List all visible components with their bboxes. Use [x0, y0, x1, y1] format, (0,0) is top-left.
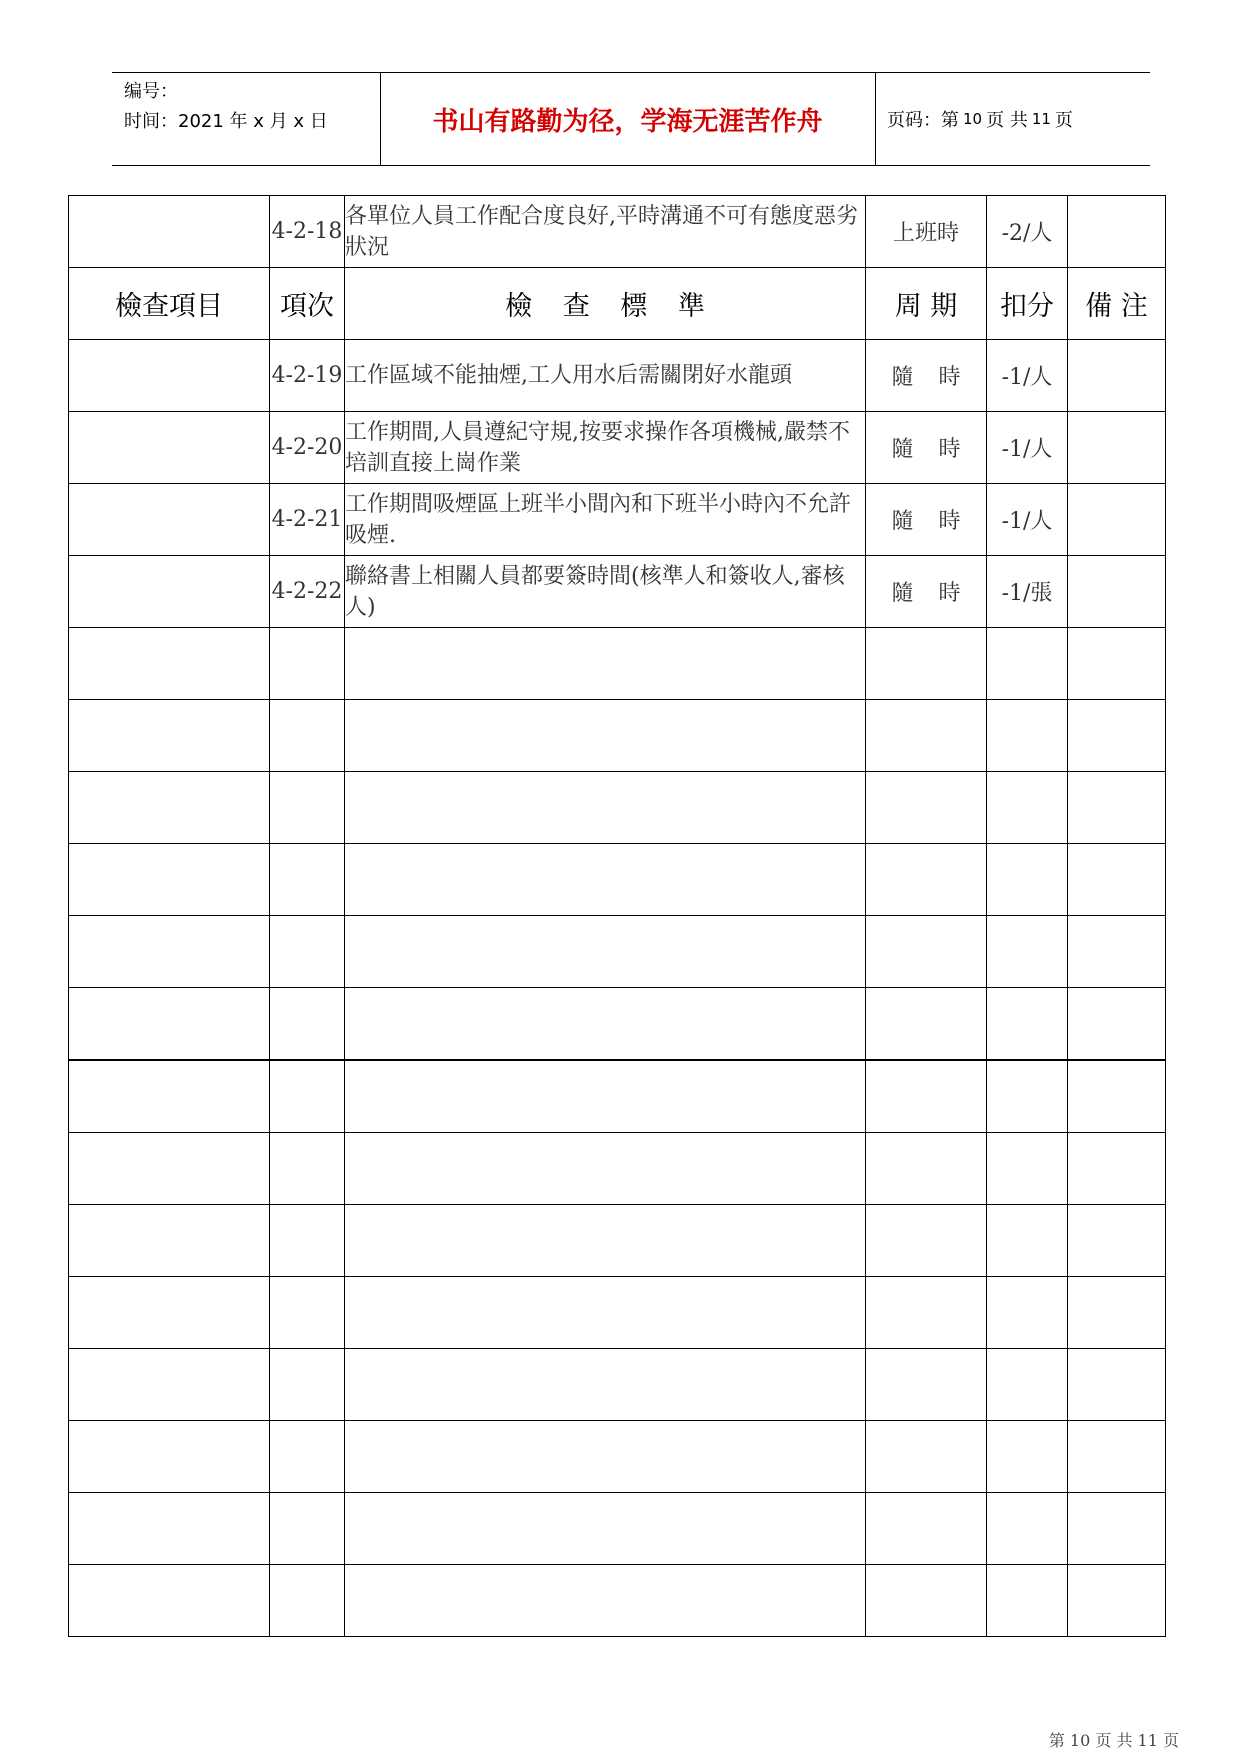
item-deduction: -1/人	[987, 484, 1068, 556]
empty-cell	[866, 1565, 987, 1637]
inspection-table	[68, 195, 1166, 1637]
item-code: 4-2-21	[270, 484, 345, 556]
empty-cell	[69, 1277, 270, 1349]
empty-cell	[1068, 988, 1166, 1061]
empty-cell	[987, 628, 1068, 700]
empty-table-row	[69, 628, 1166, 700]
empty-cell	[270, 988, 345, 1061]
item-cell	[69, 412, 270, 484]
empty-table-row	[69, 1205, 1166, 1277]
empty-cell	[345, 700, 866, 772]
item-deduction: -2/人	[987, 196, 1068, 268]
empty-cell	[987, 772, 1068, 844]
item-code: 4-2-20	[270, 412, 345, 484]
empty-cell	[69, 1205, 270, 1277]
empty-cell	[866, 844, 987, 916]
document-number-label: 编号：	[124, 81, 178, 102]
empty-cell	[345, 1349, 866, 1421]
column-header-no: 項次	[270, 268, 345, 340]
empty-cell	[69, 988, 270, 1061]
empty-cell	[866, 1205, 987, 1277]
empty-cell	[1068, 844, 1166, 916]
empty-cell	[69, 1060, 270, 1133]
empty-cell	[866, 628, 987, 700]
empty-table-row	[69, 916, 1166, 988]
table-row	[69, 556, 1166, 628]
empty-cell	[987, 1133, 1068, 1205]
empty-cell	[987, 700, 1068, 772]
empty-cell	[987, 916, 1068, 988]
empty-cell	[866, 700, 987, 772]
empty-cell	[1068, 628, 1166, 700]
empty-cell	[1068, 1205, 1166, 1277]
empty-cell	[1068, 916, 1166, 988]
empty-cell	[270, 1205, 345, 1277]
empty-cell	[345, 844, 866, 916]
item-cell	[69, 340, 270, 412]
empty-cell	[987, 1349, 1068, 1421]
table-row	[69, 484, 1166, 556]
empty-table-row	[69, 988, 1166, 1061]
empty-cell	[345, 628, 866, 700]
empty-cell	[1068, 1421, 1166, 1493]
empty-cell	[1068, 1277, 1166, 1349]
empty-cell	[69, 1421, 270, 1493]
item-cell	[69, 196, 270, 268]
empty-cell	[866, 1133, 987, 1205]
column-header-period: 周 期	[866, 268, 987, 340]
empty-cell	[270, 1421, 345, 1493]
empty-cell	[345, 772, 866, 844]
item-period: 隨 時	[866, 412, 987, 484]
empty-cell	[866, 772, 987, 844]
item-period: 上班時	[866, 196, 987, 268]
document-date: 时间：2021 年 x 月 x 日	[124, 111, 328, 132]
empty-cell	[987, 1205, 1068, 1277]
empty-cell	[987, 1060, 1068, 1133]
item-period: 隨 時	[866, 556, 987, 628]
item-note	[1068, 484, 1166, 556]
empty-table-row	[69, 1277, 1166, 1349]
item-period: 隨 時	[866, 340, 987, 412]
item-note	[1068, 556, 1166, 628]
page-number: 10	[963, 110, 983, 128]
empty-cell	[345, 1493, 866, 1565]
empty-table-row	[69, 1133, 1166, 1205]
column-header-note: 備 注	[1068, 268, 1166, 340]
empty-cell	[345, 916, 866, 988]
item-standard: 工作期間,人員遵紀守規,按要求操作各項機械,嚴禁不培訓直接上崗作業	[345, 412, 866, 484]
empty-cell	[345, 1421, 866, 1493]
empty-cell	[69, 628, 270, 700]
empty-cell	[866, 1060, 987, 1133]
empty-cell	[1068, 1349, 1166, 1421]
column-header-deduction: 扣分	[987, 268, 1068, 340]
empty-cell	[69, 1565, 270, 1637]
empty-cell	[270, 1349, 345, 1421]
header-meta	[124, 73, 378, 169]
item-standard: 各單位人員工作配合度良好,平時溝通不可有態度惡劣狀況	[345, 196, 866, 268]
empty-cell	[270, 700, 345, 772]
empty-cell	[270, 1277, 345, 1349]
empty-table-row	[69, 1349, 1166, 1421]
empty-cell	[866, 1493, 987, 1565]
item-note	[1068, 340, 1166, 412]
empty-cell	[345, 988, 866, 1061]
page-end-label: 页	[1054, 110, 1073, 131]
empty-cell	[270, 1060, 345, 1133]
empty-cell	[345, 1133, 866, 1205]
empty-cell	[69, 844, 270, 916]
empty-table-row	[69, 772, 1166, 844]
empty-cell	[69, 700, 270, 772]
table-row	[69, 412, 1166, 484]
item-standard: 工作期間吸煙區上班半小間內和下班半小時內不允許吸煙.	[345, 484, 866, 556]
empty-cell	[69, 1133, 270, 1205]
empty-cell	[270, 916, 345, 988]
empty-cell	[345, 1565, 866, 1637]
empty-cell	[987, 1421, 1068, 1493]
empty-table-row	[69, 1421, 1166, 1493]
empty-cell	[345, 1060, 866, 1133]
item-deduction: -1/張	[987, 556, 1068, 628]
item-note	[1068, 196, 1166, 268]
empty-cell	[987, 1277, 1068, 1349]
empty-cell	[69, 772, 270, 844]
empty-table-row	[69, 1060, 1166, 1133]
empty-cell	[270, 1133, 345, 1205]
empty-cell	[345, 1205, 866, 1277]
page-header	[112, 72, 1150, 166]
empty-cell	[866, 1421, 987, 1493]
table-header-row	[69, 268, 1166, 340]
empty-cell	[1068, 772, 1166, 844]
column-header-item: 檢查項目	[69, 268, 270, 340]
empty-cell	[1068, 1565, 1166, 1637]
page-mid-label: 页 共	[986, 110, 1028, 131]
item-period: 隨 時	[866, 484, 987, 556]
empty-table-row	[69, 1565, 1166, 1637]
empty-cell	[69, 1493, 270, 1565]
empty-cell	[270, 772, 345, 844]
empty-cell	[69, 1349, 270, 1421]
empty-cell	[270, 1493, 345, 1565]
table-row	[69, 196, 1166, 268]
item-deduction: -1/人	[987, 412, 1068, 484]
table-row	[69, 340, 1166, 412]
page-total: 11	[1031, 110, 1051, 128]
empty-cell	[270, 628, 345, 700]
item-standard: 聯絡書上相關人員都要簽時間(核準人和簽收人,審核人)	[345, 556, 866, 628]
item-standard: 工作區域不能抽煙,工人用水后需關閉好水龍頭	[345, 340, 866, 412]
page-footer: 第 10 页 共 11 页	[1048, 1731, 1179, 1750]
empty-cell	[987, 1565, 1068, 1637]
empty-cell	[69, 916, 270, 988]
header-motto: 书山有路勤为径，学海无涯苦作舟	[432, 106, 823, 137]
empty-cell	[270, 1565, 345, 1637]
item-code: 4-2-22	[270, 556, 345, 628]
empty-cell	[987, 988, 1068, 1061]
item-cell	[69, 556, 270, 628]
empty-cell	[1068, 1133, 1166, 1205]
empty-table-row	[69, 1493, 1166, 1565]
item-code: 4-2-19	[270, 340, 345, 412]
empty-cell	[866, 1277, 987, 1349]
empty-cell	[1068, 700, 1166, 772]
empty-cell	[1068, 1493, 1166, 1565]
column-header-standard: 檢 查 標 準	[345, 268, 866, 340]
empty-cell	[1068, 1060, 1166, 1133]
item-code: 4-2-18	[270, 196, 345, 268]
empty-cell	[866, 988, 987, 1061]
item-deduction: -1/人	[987, 340, 1068, 412]
empty-table-row	[69, 844, 1166, 916]
empty-table-row	[69, 700, 1166, 772]
empty-cell	[987, 1493, 1068, 1565]
item-note	[1068, 412, 1166, 484]
header-page-info	[875, 73, 1150, 165]
empty-cell	[987, 844, 1068, 916]
empty-cell	[270, 844, 345, 916]
item-cell	[69, 484, 270, 556]
page-label: 页码：第	[887, 110, 959, 131]
empty-cell	[866, 1349, 987, 1421]
empty-cell	[345, 1277, 866, 1349]
empty-cell	[866, 916, 987, 988]
